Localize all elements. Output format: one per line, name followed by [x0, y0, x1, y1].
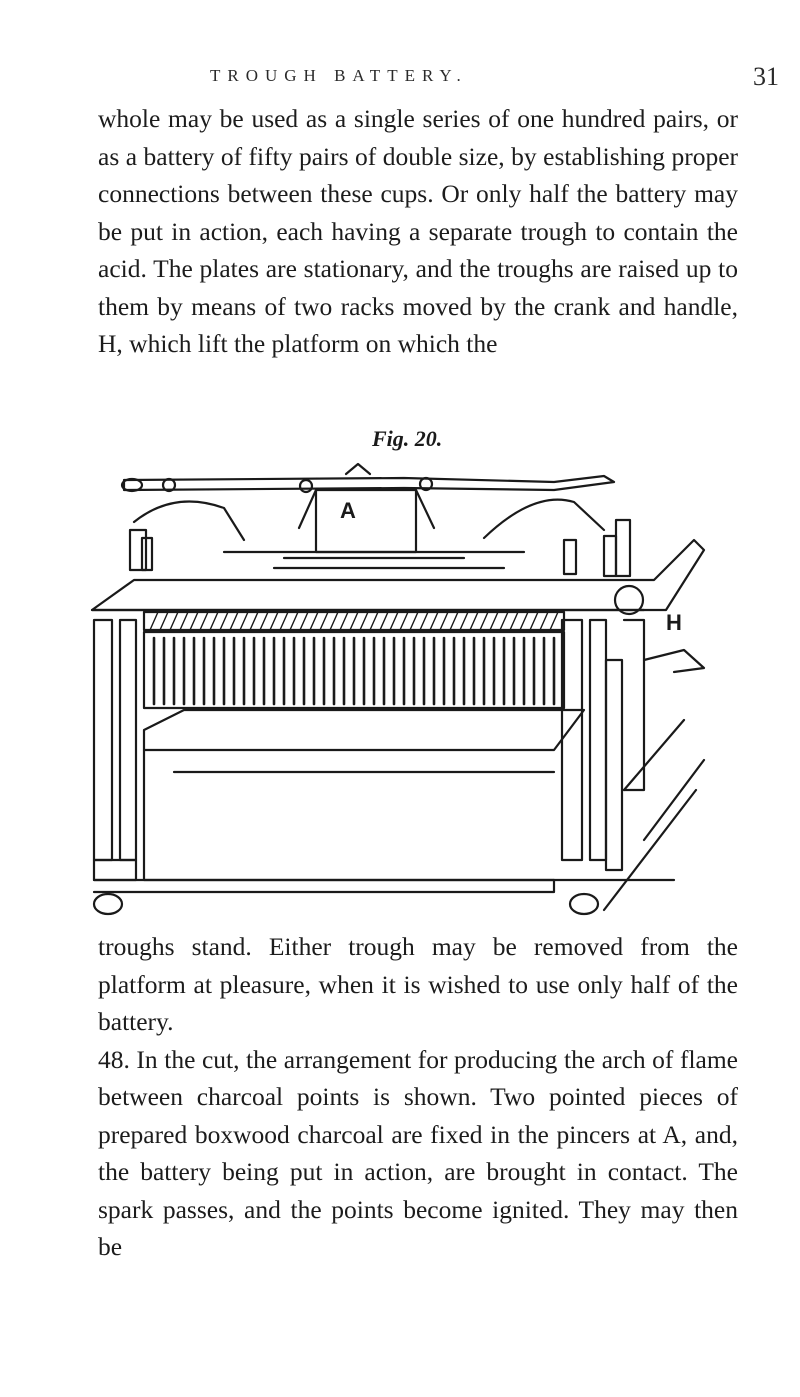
trough [144, 710, 584, 750]
figure-label-h: H [666, 610, 682, 635]
paragraph: whole may be used as a single series of one hundred pairs, or as a battery of fifty pairs of double size, by establishing proper connections between these cups. Or only half the battery may be put in action, each having a separate trough to contain the acid. The plates are stationary, and the troughs are raised up to them by means of two racks moved by the crank and handle, H, which lift the platform on which the [98, 104, 738, 358]
top-rod [124, 476, 614, 490]
text-block-top [98, 100, 738, 363]
text-block-bottom [98, 928, 738, 1266]
battery-illustration [84, 460, 724, 930]
figure-caption: Fig. 20. [372, 426, 443, 451]
paragraph: troughs stand. Either trough may be removed from the platform at pleasure, when it is wished to use only half of the battery. [98, 932, 738, 1036]
page-header [0, 62, 800, 98]
paragraph: 48. In the cut, the arrangement for producing the arch of flame between charcoal points is shown. Two pointed pieces of prepared boxwood charcoal are fixed in the pincers at A, and, the battery being put in action, are brought in contact. The spark passes, and the points become ignited. They may then be [98, 1044, 738, 1261]
figure-label-a: A [340, 498, 356, 523]
running-title: TROUGH BATTERY. [210, 66, 468, 85]
trough-battery-figure [84, 460, 724, 930]
page-number: 31 [753, 62, 779, 91]
